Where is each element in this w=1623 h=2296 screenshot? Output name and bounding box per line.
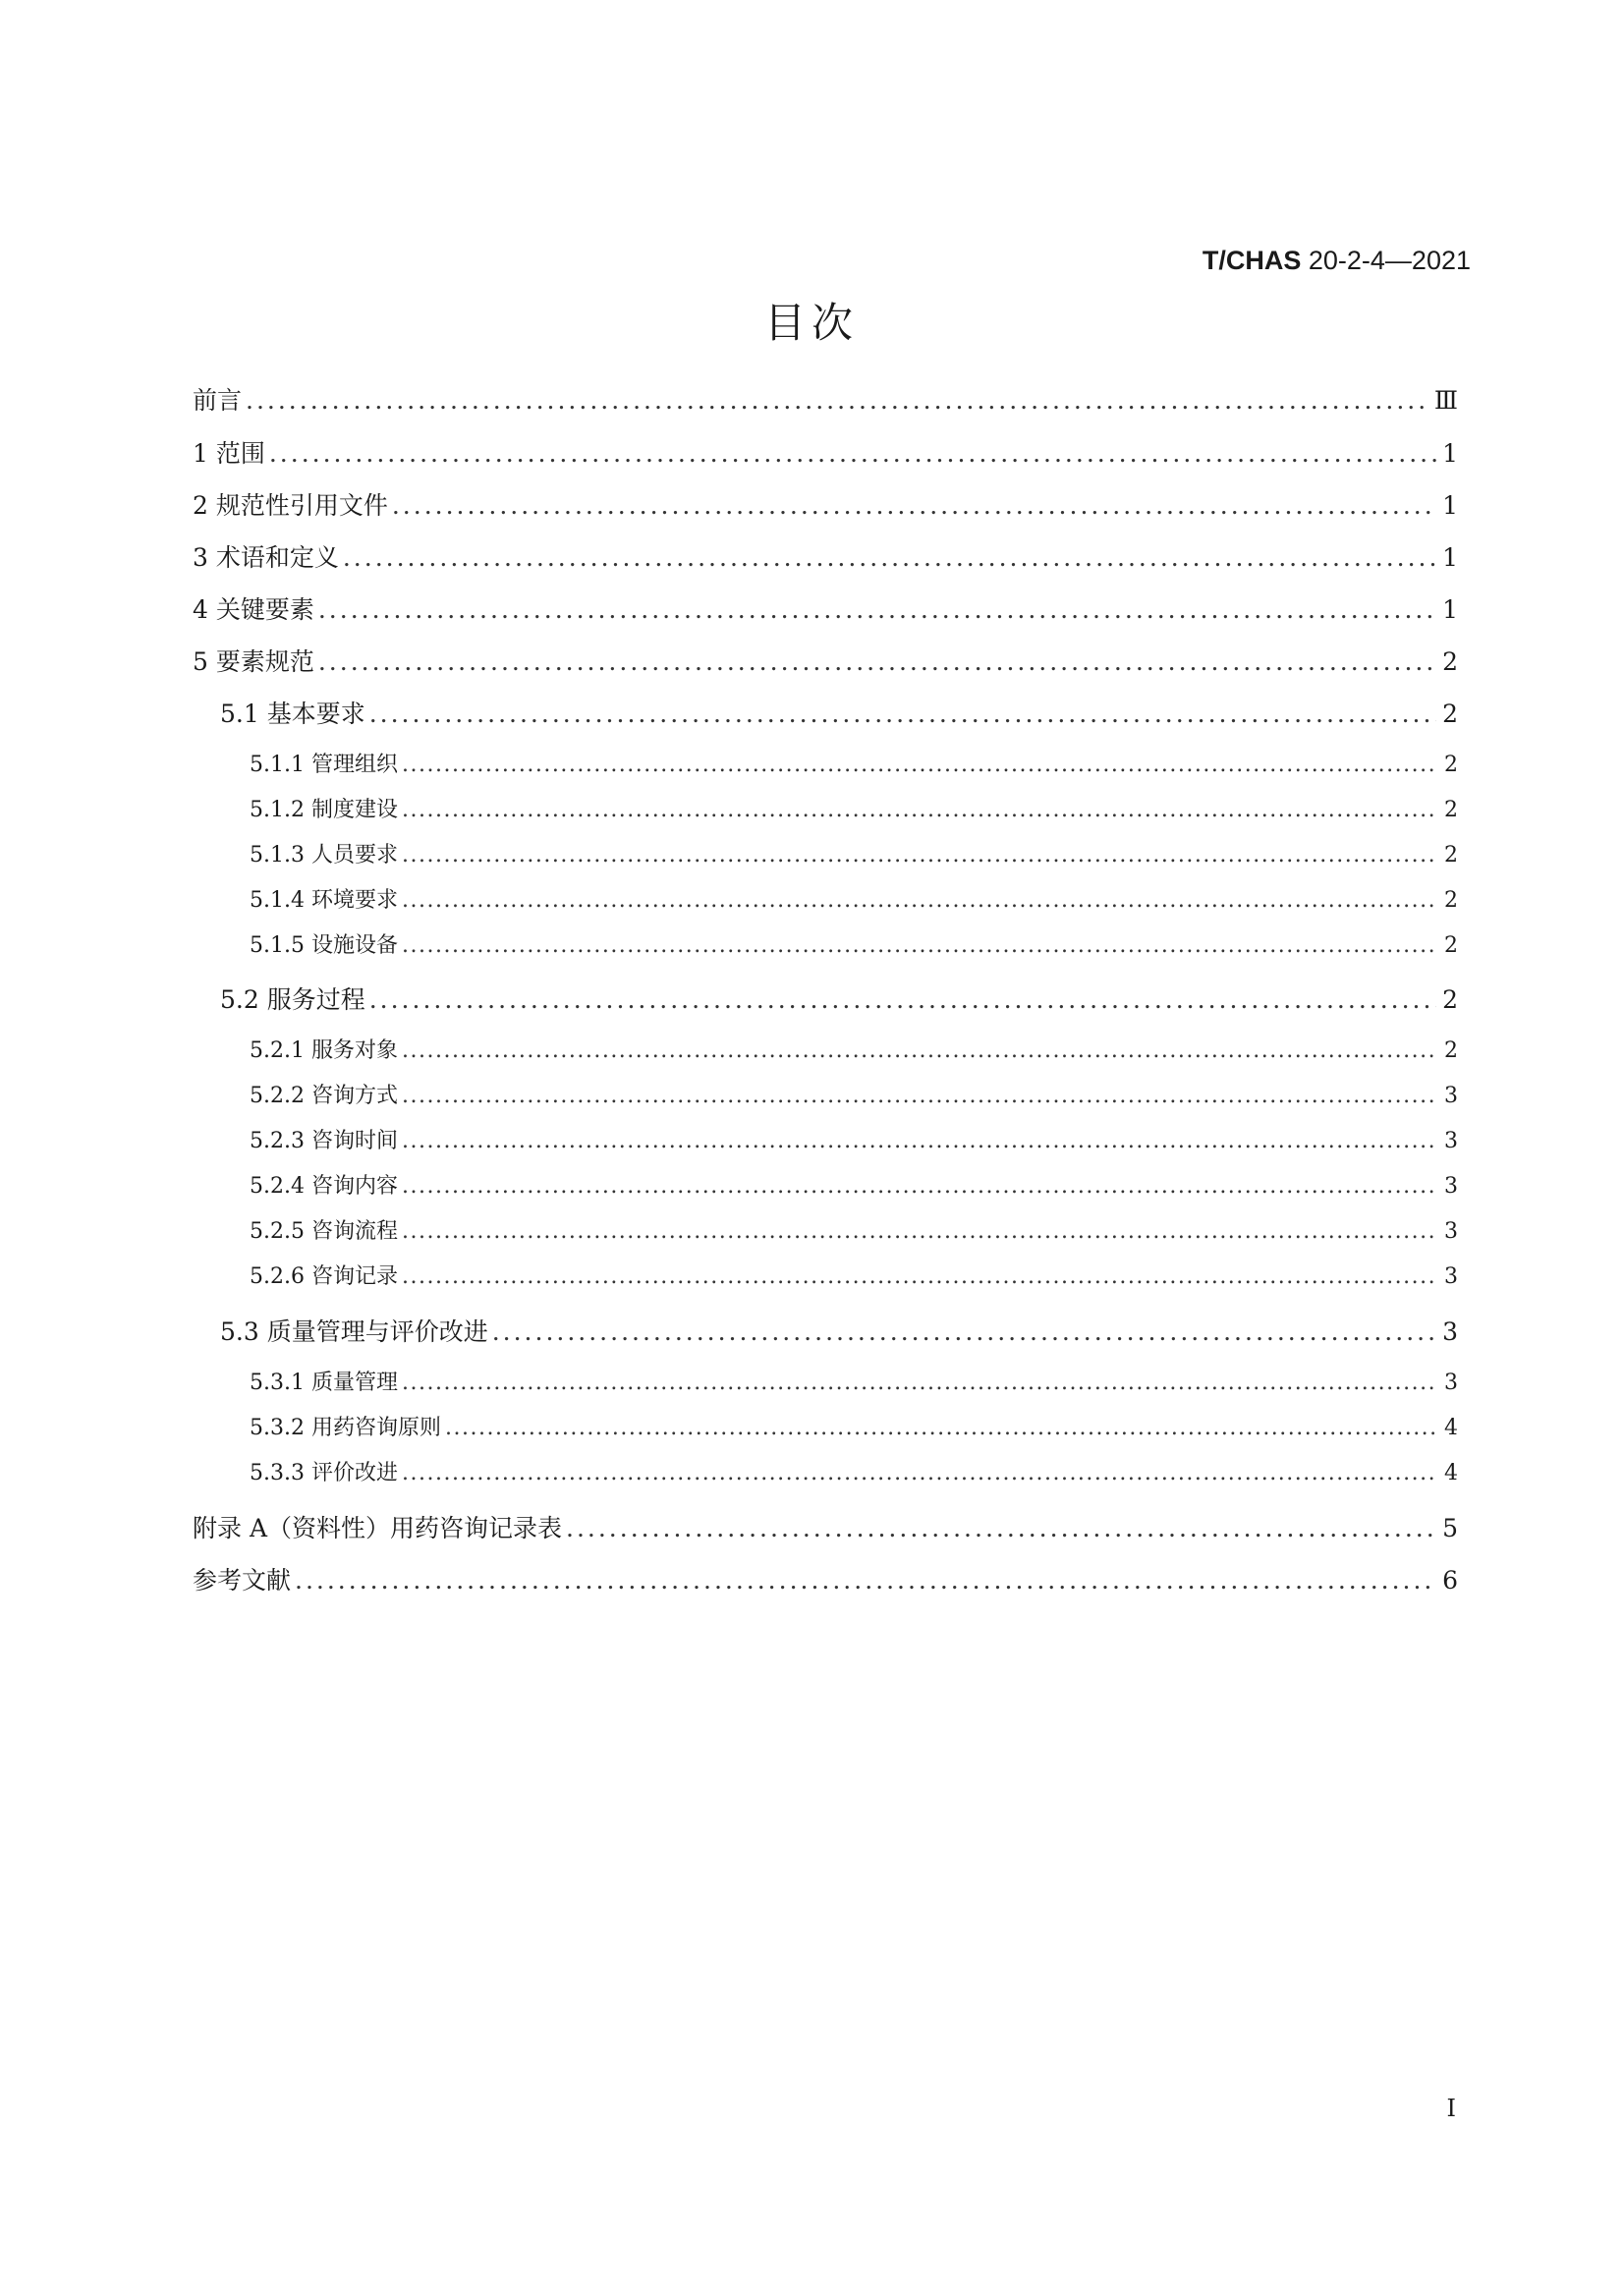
toc-leader-dots — [492, 1317, 1436, 1346]
toc-entry[interactable] — [250, 1260, 1458, 1290]
toc-leader-dots — [269, 439, 1436, 468]
toc-entry-page: 2 — [1442, 700, 1458, 728]
toc-entry-page: 3 — [1444, 1264, 1458, 1289]
toc-entry[interactable] — [250, 1079, 1458, 1109]
page-number: I — [1446, 2095, 1456, 2122]
toc-entry[interactable] — [250, 1124, 1458, 1154]
toc-entry[interactable] — [193, 486, 1458, 522]
toc-entry-page: 3 — [1444, 1219, 1458, 1244]
toc-entry-page: 6 — [1442, 1566, 1458, 1595]
toc-entry-page: 3 — [1444, 1129, 1458, 1153]
toc-entry[interactable] — [220, 1313, 1458, 1348]
toc-leader-dots — [392, 491, 1436, 520]
toc-entry-label: 5.3.2 用药咨询原则 — [250, 1416, 441, 1440]
toc-entry[interactable] — [250, 748, 1458, 778]
toc-entry[interactable] — [220, 695, 1458, 730]
toc-entry-page: 2 — [1444, 1038, 1458, 1063]
toc-entry-page: 1 — [1442, 543, 1458, 572]
toc-leader-dots — [369, 700, 1436, 728]
toc-entry[interactable] — [250, 838, 1458, 868]
toc-entry-label: 5.2.2 咨询方式 — [250, 1084, 398, 1108]
toc-leader-dots — [246, 386, 1428, 415]
toc-leader-dots — [295, 1566, 1436, 1595]
toc-entry-label: 5.2.3 咨询时间 — [250, 1129, 398, 1153]
toc-leader-dots — [402, 1129, 1438, 1153]
toc-entry[interactable] — [250, 1456, 1458, 1486]
standard-prefix: T/CHAS — [1202, 246, 1302, 275]
toc-leader-dots — [402, 1219, 1438, 1244]
toc-entry-page: 2 — [1442, 647, 1458, 676]
toc-entry[interactable] — [193, 381, 1458, 417]
toc-entry-label: 5.2.6 咨询记录 — [250, 1264, 398, 1289]
toc-leader-dots — [402, 1371, 1438, 1395]
toc-leader-dots — [445, 1416, 1438, 1440]
toc-entry-label: 参考文献 — [193, 1566, 292, 1595]
toc-entry[interactable] — [250, 883, 1458, 914]
toc-entry[interactable] — [250, 928, 1458, 959]
toc-leader-dots — [369, 985, 1436, 1014]
toc-leader-dots — [402, 933, 1438, 958]
toc-entry[interactable] — [193, 1561, 1458, 1596]
toc-leader-dots — [402, 843, 1438, 868]
toc-leader-dots — [402, 798, 1438, 822]
toc-entry-page: 2 — [1444, 798, 1458, 822]
toc-entry-label: 2 规范性引用文件 — [193, 491, 388, 520]
toc-leader-dots — [402, 1084, 1438, 1108]
toc-leader-dots — [402, 888, 1438, 913]
toc-entry-page: 5 — [1442, 1514, 1458, 1542]
toc-entry-label: 5.1.4 环境要求 — [250, 888, 398, 913]
toc-entry-page: 4 — [1444, 1461, 1458, 1485]
toc-entry[interactable] — [193, 643, 1458, 678]
toc-entry-page: 1 — [1442, 595, 1458, 624]
toc-entry-label: 5.1.3 人员要求 — [250, 843, 398, 868]
toc-entry[interactable] — [250, 1366, 1458, 1396]
toc-entry[interactable] — [193, 538, 1458, 574]
toc-entry-page: 3 — [1444, 1084, 1458, 1108]
toc-entry-label: 1 范围 — [193, 439, 265, 468]
toc-entry-page: Ⅲ — [1433, 386, 1458, 415]
toc-entry-label: 4 关键要素 — [193, 595, 314, 624]
toc-entry-page: 2 — [1442, 985, 1458, 1014]
toc-entry-label: 5.2.5 咨询流程 — [250, 1219, 398, 1244]
toc-entry-label: 3 术语和定义 — [193, 543, 339, 572]
toc-leader-dots — [318, 595, 1436, 624]
toc-title: 目次 — [763, 299, 859, 347]
toc-leader-dots — [402, 1461, 1438, 1485]
toc-leader-dots — [318, 647, 1436, 676]
toc-entry-page: 2 — [1444, 933, 1458, 958]
toc-entry[interactable] — [250, 793, 1458, 823]
toc-entry[interactable] — [250, 1169, 1458, 1200]
toc-leader-dots — [566, 1514, 1436, 1542]
toc-entry-label: 5.1 基本要求 — [220, 700, 365, 728]
toc-leader-dots — [402, 1264, 1438, 1289]
toc-entry[interactable] — [193, 1509, 1458, 1544]
toc-leader-dots — [402, 753, 1438, 777]
toc-entry-label: 5.2 服务过程 — [220, 985, 365, 1014]
toc-entry-page: 3 — [1442, 1317, 1458, 1346]
toc-entry-label: 5.2.1 服务对象 — [250, 1038, 398, 1063]
toc-entry-label: 附录 A（资料性）用药咨询记录表 — [193, 1514, 563, 1542]
toc-entry-page: 3 — [1444, 1371, 1458, 1395]
toc-leader-dots — [402, 1174, 1438, 1199]
toc-entry[interactable] — [193, 434, 1458, 470]
toc-entry-page: 2 — [1444, 843, 1458, 868]
toc-entry-label: 5.1.1 管理组织 — [250, 753, 398, 777]
toc-entry-page: 4 — [1444, 1416, 1458, 1440]
toc-entry-page: 3 — [1444, 1174, 1458, 1199]
toc-entry-label: 5.2.4 咨询内容 — [250, 1174, 398, 1199]
toc-entry-label: 5.3 质量管理与评价改进 — [220, 1317, 488, 1346]
toc-entry-label: 5.1.2 制度建设 — [250, 798, 398, 822]
toc-leader-dots — [343, 543, 1436, 572]
toc-entry-label: 前言 — [193, 386, 243, 415]
toc-entry[interactable] — [250, 1214, 1458, 1245]
toc-entry[interactable] — [193, 590, 1458, 626]
toc-entry-label: 5.1.5 设施设备 — [250, 933, 398, 958]
toc-entry-page: 1 — [1442, 439, 1458, 468]
toc-entry-label: 5.3.1 质量管理 — [250, 1371, 398, 1395]
toc-entry[interactable] — [220, 980, 1458, 1016]
toc-entry[interactable] — [250, 1411, 1458, 1441]
toc-leader-dots — [402, 1038, 1438, 1063]
toc-entry-page: 2 — [1444, 888, 1458, 913]
toc-entry-page: 1 — [1442, 491, 1458, 520]
toc-entry-page: 2 — [1444, 753, 1458, 777]
toc-entry-label: 5.3.3 评价改进 — [250, 1461, 398, 1485]
toc-entry-label: 5 要素规范 — [193, 647, 314, 676]
standard-number: 20-2-4—2021 — [1308, 246, 1471, 275]
toc-entry[interactable] — [250, 1034, 1458, 1064]
